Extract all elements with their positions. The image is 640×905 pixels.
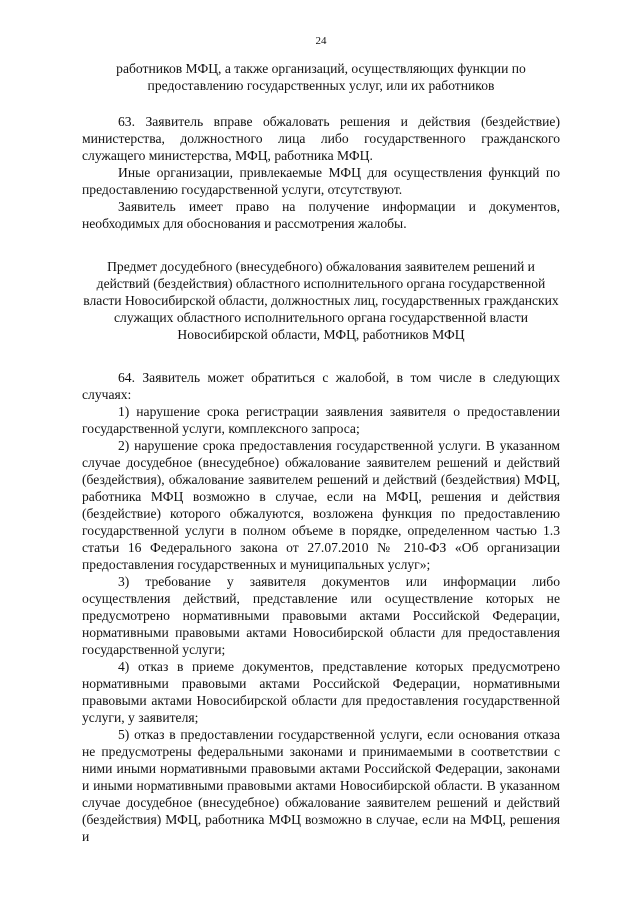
case-item-1: 1) нарушение срока регистрации заявления заявителя о предоставлении государственной услуги, комплексного запроса; <box>82 404 560 436</box>
section-heading-line-3: власти Новосибирской области, должностных лиц, государственных гражданских <box>83 293 559 308</box>
spacer <box>82 94 560 113</box>
case-item-4: 4) отказ в приеме документов, представление которых предусмотрено нормативными правовыми актами Российской Федерации, нормативными правовыми актами Новосибирской области для предоставления государственной услуги, у заявителя; <box>82 659 560 725</box>
page-number: 24 <box>315 35 327 47</box>
section-heading-line-2: действий (бездействия) областного исполнительного органа государственной <box>96 276 546 291</box>
intro-line-1: работников МФЦ, а также организаций, осуществляющих функции по <box>116 61 526 76</box>
intro-line-2: предоставлению государственных услуг, или их работников <box>147 78 495 93</box>
paragraph-64: 64. Заявитель может обратиться с жалобой, в том числе в следующих случаях: <box>82 370 560 402</box>
section-heading-line-5: Новосибирской области, МФЦ, работников МФЦ <box>177 327 465 342</box>
case-item-2: 2) нарушение срока предоставления государственной услуги. В указанном случае досудебное (внесудебное) обжалование заявителем решений и действий (бездействия), обжалование заявителем решений и действий (бездействия) МФЦ, работника МФЦ возможно в случае, если на МФЦ, решения и действия (бездействие) которого обжалуются, возложена функция по предоставлению государственной услуги в полном объеме в порядке, определенном частью 1.3 статьи 16 Федерального закона от 27.07.2010 № 210-ФЗ «Об организации предоставления государственных и муниципальных услуг»; <box>82 438 560 572</box>
paragraph-63-right-to-info: Заявитель имеет право на получение информации и документов, необходимых для обоснования и рассмотрения жалобы. <box>82 199 560 231</box>
case-item-5: 5) отказ в предоставлении государственной услуги, если основания отказа не предусмотрены федеральными законами и принимаемыми в соответствии с ними иными нормативными правовыми актами Российской Федерации, законами и иными нормативными правовыми актами Новосибирской области. В указанном случае досудебное (внесудебное) обжалование заявителем решений и действий (бездействия) МФЦ, работника МФЦ возможно в случае, если на МФЦ, решения и <box>82 727 560 844</box>
paragraph-63: 63. Заявитель вправе обжаловать решения и действия (бездействие) министерства, должностного лица либо государственного гражданского служащего министерства, МФЦ, работника МФЦ. <box>82 114 560 163</box>
case-item-3: 3) требование у заявителя документов или информации либо осуществления действий, представление или осуществление которых не предусмотрено нормативными правовыми актами Российской Федерации, нормативными правовыми актами Новосибирской области для предоставления государственной услуги; <box>82 574 560 657</box>
spacer <box>82 343 560 369</box>
spacer <box>82 232 560 258</box>
section-heading-line-4: служащих областного исполнительного органа государственной власти <box>114 310 528 325</box>
paragraph-63-other-orgs: Иные организации, привлекаемые МФЦ для осуществления функций по предоставлению государственной услуги, отсутствуют. <box>82 165 560 197</box>
section-heading-line-1: Предмет досудебного (внесудебного) обжалования заявителем решений и <box>107 259 535 274</box>
